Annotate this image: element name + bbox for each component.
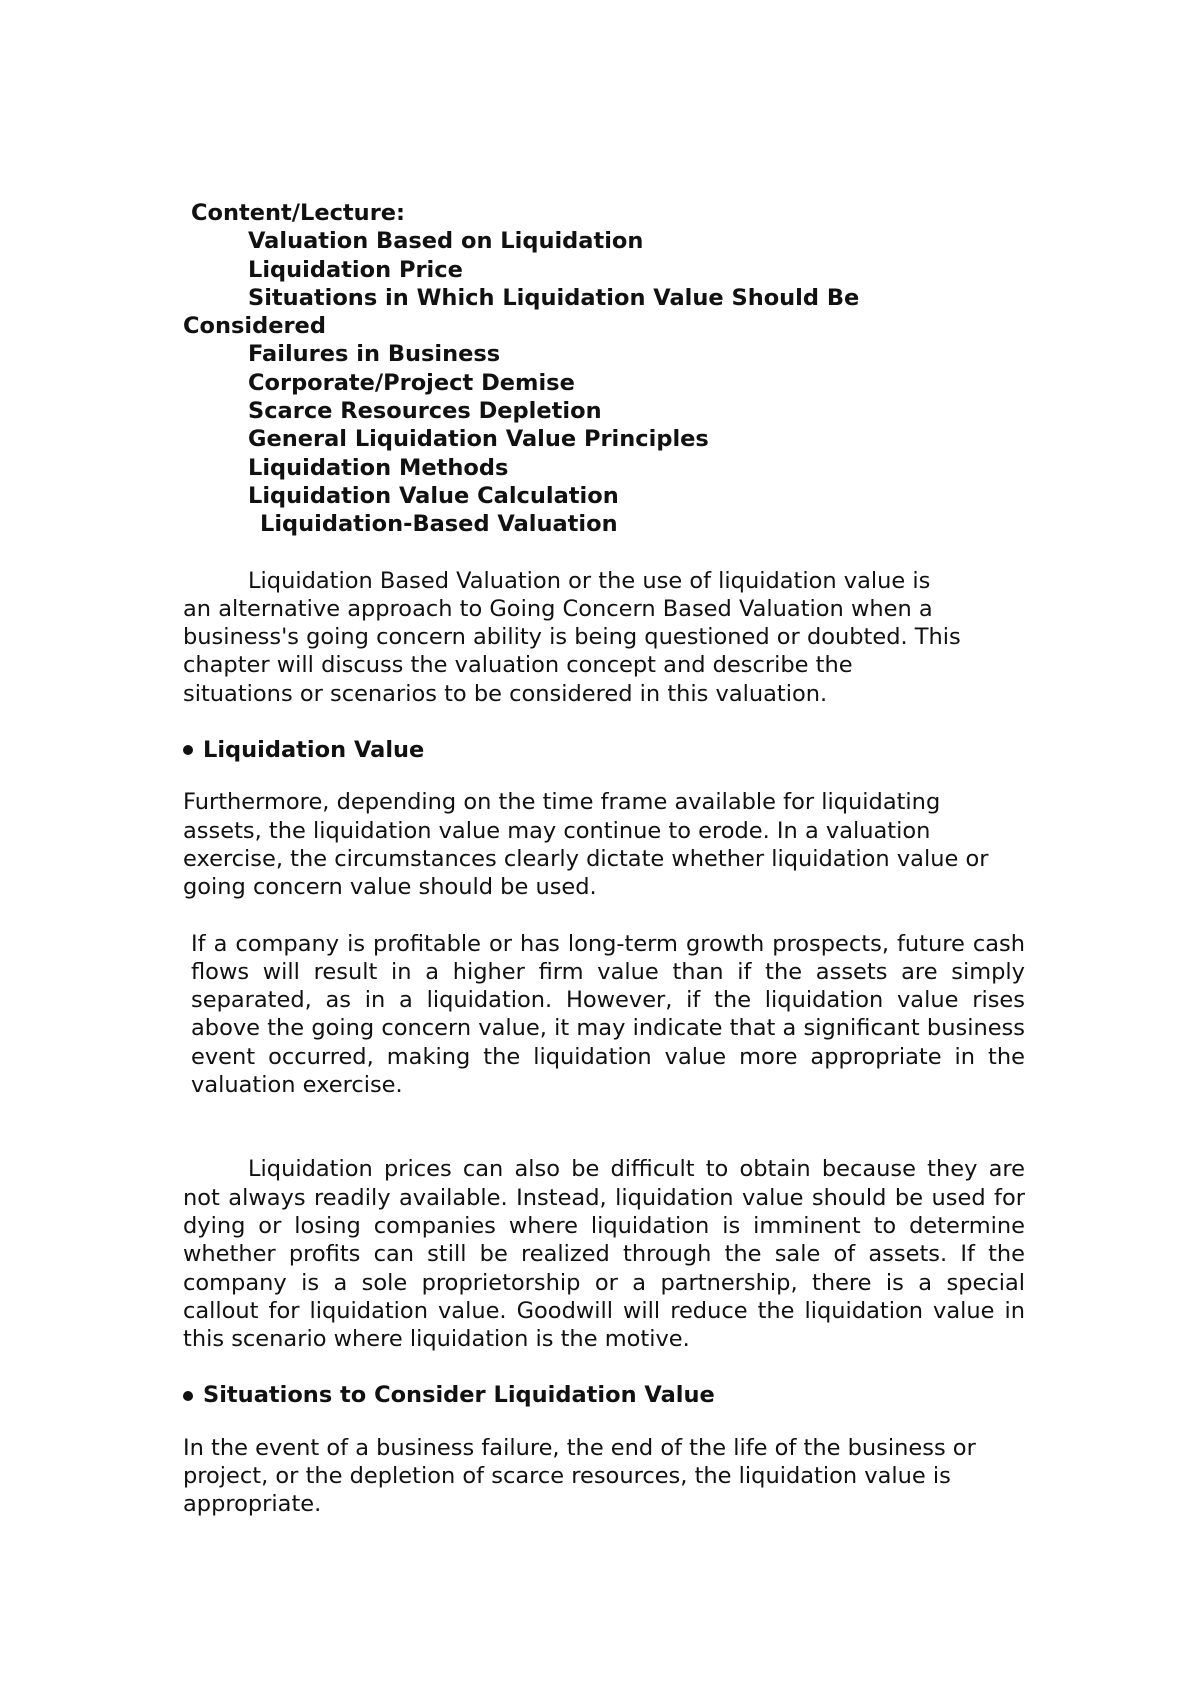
- outline-item: Scarce Resources Depletion: [248, 398, 602, 425]
- paragraph: If a company is profitable or has long-term growth prospects, future cash flows will result in a higher firm value than if the assets are simply separated, as in a liquidation. However, if the liquidation value rises above the going concern value, it may indicate that a significant business event occurred, making the liquidation value more appropriate in the valuation exercise.: [191, 930, 1025, 1099]
- paragraph-text: Liquidation prices can also be difficult to obtain because they are not always readily available. Instead, liquidation value should be used for dying or losing companies where liquidation is imminent to determine whether profits can still be realized through the sale of assets. If the company is a sole proprietorship or a partnership, there is a special callout for liquidation value. Goodwill will reduce the liquidation value in this scenario where liquidation is the motive.: [183, 1156, 1025, 1353]
- outline-item: Liquidation Methods: [248, 454, 509, 481]
- paragraph: [183, 1155, 1025, 1353]
- outline-item: Valuation Based on Liquidation: [248, 228, 644, 255]
- outline-item-continuation: Considered: [183, 313, 326, 340]
- section-heading-text: Situations to Consider Liquidation Value: [203, 1382, 715, 1409]
- intro-line: business's going concern ability is being questioned or doubted. This: [183, 624, 961, 651]
- outline-item: General Liquidation Value Principles: [248, 426, 709, 453]
- outline-item: Liquidation Price: [248, 256, 463, 283]
- outline-item: Failures in Business: [248, 341, 501, 368]
- outline-item: Corporate/Project Demise: [248, 369, 575, 396]
- section-heading-liquidation-value: [183, 736, 1025, 764]
- section-heading-situations: [183, 1381, 1025, 1409]
- section-heading-text: Liquidation Value: [203, 737, 425, 764]
- paragraph: Furthermore, depending on the time frame available for liquidating assets, the liquidation value may continue to erode. In a valuation exercise, the circumstances clearly dictate whether liquidation value or going concern value should be used.: [183, 789, 989, 901]
- outline-item: Situations in Which Liquidation Value Should Be: [248, 284, 860, 311]
- bullet-icon: [183, 745, 193, 755]
- intro-line: an alternative approach to Going Concern Based Valuation when a: [183, 595, 933, 622]
- outline-item: Liquidation Value Calculation: [248, 482, 619, 509]
- intro-line: Liquidation Based Valuation or the use of liquidation value is: [248, 567, 931, 594]
- section-title: Liquidation-Based Valuation: [260, 511, 618, 538]
- intro-line: chapter will discuss the valuation concept and describe the: [183, 652, 853, 679]
- intro-line: situations or scenarios to be considered in this valuation.: [183, 680, 828, 707]
- document-page: [183, 199, 1025, 1519]
- paragraph: In the event of a business failure, the end of the life of the business or project, or the depletion of scarce resources, the liquidation value is appropriate.: [183, 1434, 976, 1518]
- bullet-icon: [183, 1391, 193, 1401]
- outline-heading: Content/Lecture:: [191, 200, 406, 226]
